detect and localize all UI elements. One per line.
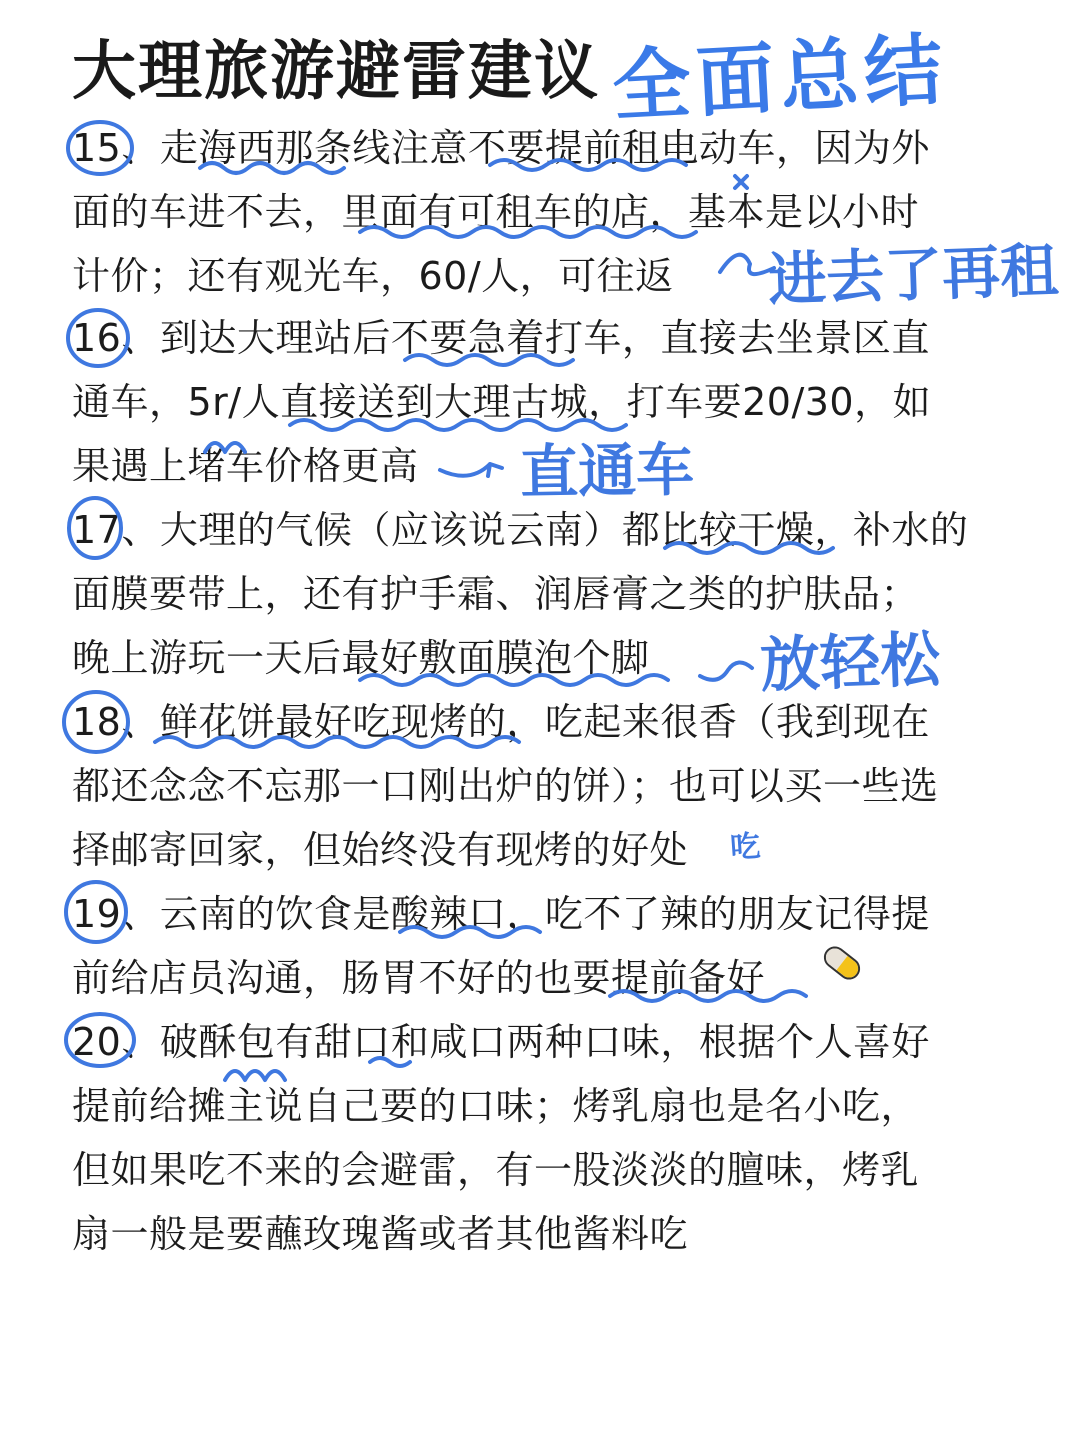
tip-line: 提前给摊主说自己要的口味；烤乳扇也是名小吃，: [72, 1084, 920, 1128]
tip-line: 20、破酥包有甜口和咸口两种口味，根据个人喜好: [72, 1020, 930, 1064]
tip-line: 都还念念不忘那一口刚出炉的饼）；也可以买一些选: [72, 764, 939, 808]
handwritten-note-15: 进去了再租: [767, 235, 1060, 315]
tip-line: 17、大理的气候（应该说云南）都比较干燥，补水的: [72, 508, 969, 552]
tip-line: 晚上游玩一天后最好敷面膜泡个脚: [72, 636, 650, 680]
tip-line: 16、到达大理站后不要急着打车，直接去坐景区直: [72, 316, 930, 360]
tip-line: 择邮寄回家，但始终没有现烤的好处: [72, 828, 689, 872]
handwritten-title-note: 全面总结: [610, 25, 951, 133]
handwritten-note-17: 放轻松: [759, 624, 942, 702]
tip-item-20: [72, 1010, 1008, 1266]
tip-line: 15、走海西那条线注意不要提前租电动车，因为外: [72, 126, 930, 170]
tip-line: 计价；还有观光车，60/人，可往返: [72, 254, 674, 298]
tip-line: 果遇上堵车价格更高: [72, 444, 419, 488]
tip-item-18: [72, 690, 1008, 882]
tip-line: 18、鲜花饼最好吃现烤的，吃起来很香（我到现在: [72, 700, 930, 744]
handwritten-note-18: 吃: [729, 828, 762, 866]
tip-line: 扇一般是要蘸玫瑰酱或者其他酱料吃: [72, 1212, 689, 1256]
tip-line: 前给店员沟通，肠胃不好的也要提前备好: [72, 956, 766, 1000]
tip-item-19: [72, 882, 1008, 1010]
tip-line: 19、云南的饮食是酸辣口，吃不了辣的朋友记得提: [72, 892, 930, 936]
tip-line: 但如果吃不来的会避雷，有一股淡淡的膻味，烤乳: [72, 1148, 920, 1192]
tip-line: 面膜要带上，还有护手霜、润唇膏之类的护肤品；: [72, 572, 920, 616]
page-title: 大理旅游避雷建议: [72, 35, 600, 109]
handwritten-note-16: 直通车: [519, 435, 695, 507]
tip-line: 面的车进不去，里面有可租车的店，基本是以小时: [72, 190, 920, 234]
tip-line: 通车，5r/人直接送到大理古城，打车要20/30，如: [72, 380, 932, 424]
